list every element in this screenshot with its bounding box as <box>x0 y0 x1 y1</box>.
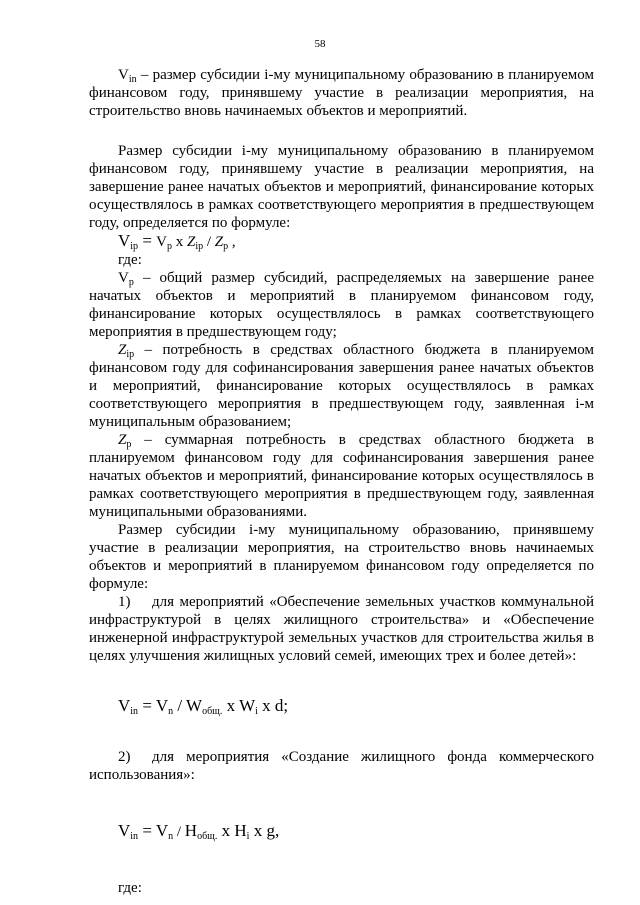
where-label: где: <box>118 252 142 268</box>
symbol: V <box>118 67 129 83</box>
list-item-2: 2) для мероприятия «Создание жилищного фонда коммерческого использования»: <box>89 749 594 783</box>
list-item-1: 1) для мероприятий «Обеспечение земельных участков коммунальной инфраструктурой в целях жилищного строительства» и «Обеспечение инженерной инфраструктурой земельных участков для строительства жилья в целях улучшения жилищных условий семей, имеющих трех и более детей»: <box>89 594 594 664</box>
intro-text: – размер субсидии i-му муниципальному образованию в планируемом финансовом году, принявшему участие в реализации мероприятия, на строительство вновь начинаемых объектов и мероприятий. <box>89 67 594 119</box>
document-body <box>89 66 594 897</box>
paragraph-existing-objects: Размер субсидии i-му муниципальному образованию в планируемом финансовом году, принявшему участие в реализации мероприятия, на завершение ранее начатых объектов и мероприятий, финансирование которых осуществлялось в рамках соответствующего мероприятия в предшествующем году, определяется по формуле: <box>89 143 594 231</box>
formula-vin-w: $V_{in} = V_n / W_{общ.}$ x $W_i$ x d; <box>118 696 289 717</box>
definition-zp: $Z_p$ – суммарная потребность в средствах областного бюджета в планируемом финансовом году для софинансирования завершения ранее начатых объектов и мероприятий, финансирование которых осуществлялось в рамках соответствующего мероприятия в предшествующем году, заявленная муниципальными образованиями. <box>89 432 594 520</box>
definition-vp: $V_p$ – общий размер субсидий, распределяемых на завершение ранее начатых объектов и мероприятий в планируемом финансовом году, финансирование которых осуществлялось в рамках соответствующего мероприятия в предшествующем году; <box>89 270 594 340</box>
intro-paragraph: $V_{in}$ – размер субсидии i-му муниципальному образованию в планируемом финансовом году, принявшему участие в реализации мероприятия, на строительство вновь начинаемых объектов и мероприятий. <box>89 67 594 119</box>
formula-vip: $V_{ip} = V_p$ x $Z_{ip} / Z_p$ , <box>118 231 236 252</box>
where-label-2: где: <box>118 880 142 896</box>
definition-zip: $Z_{ip}$ – потребность в средствах областного бюджета в планируемом финансовом году для софинансирования завершения ранее начатых объектов и мероприятий, финансирование которых осуществлялось в рамках соответствующего мероприятия в предшествующем году, заявленная i-м муниципальным образованием; <box>89 342 594 430</box>
paragraph-new-objects: Размер субсидии i-му муниципальному образованию, принявшему участие в реализации мероприятия, на строительство вновь начинаемых объектов и мероприятий в планируемом финансовом году определяется по формуле: <box>89 522 594 592</box>
formula-vin-h: $V_{in} = V_n / H_{общ.}$ x $H_i$ x g, <box>118 821 280 842</box>
page-number: 58 <box>314 38 326 50</box>
